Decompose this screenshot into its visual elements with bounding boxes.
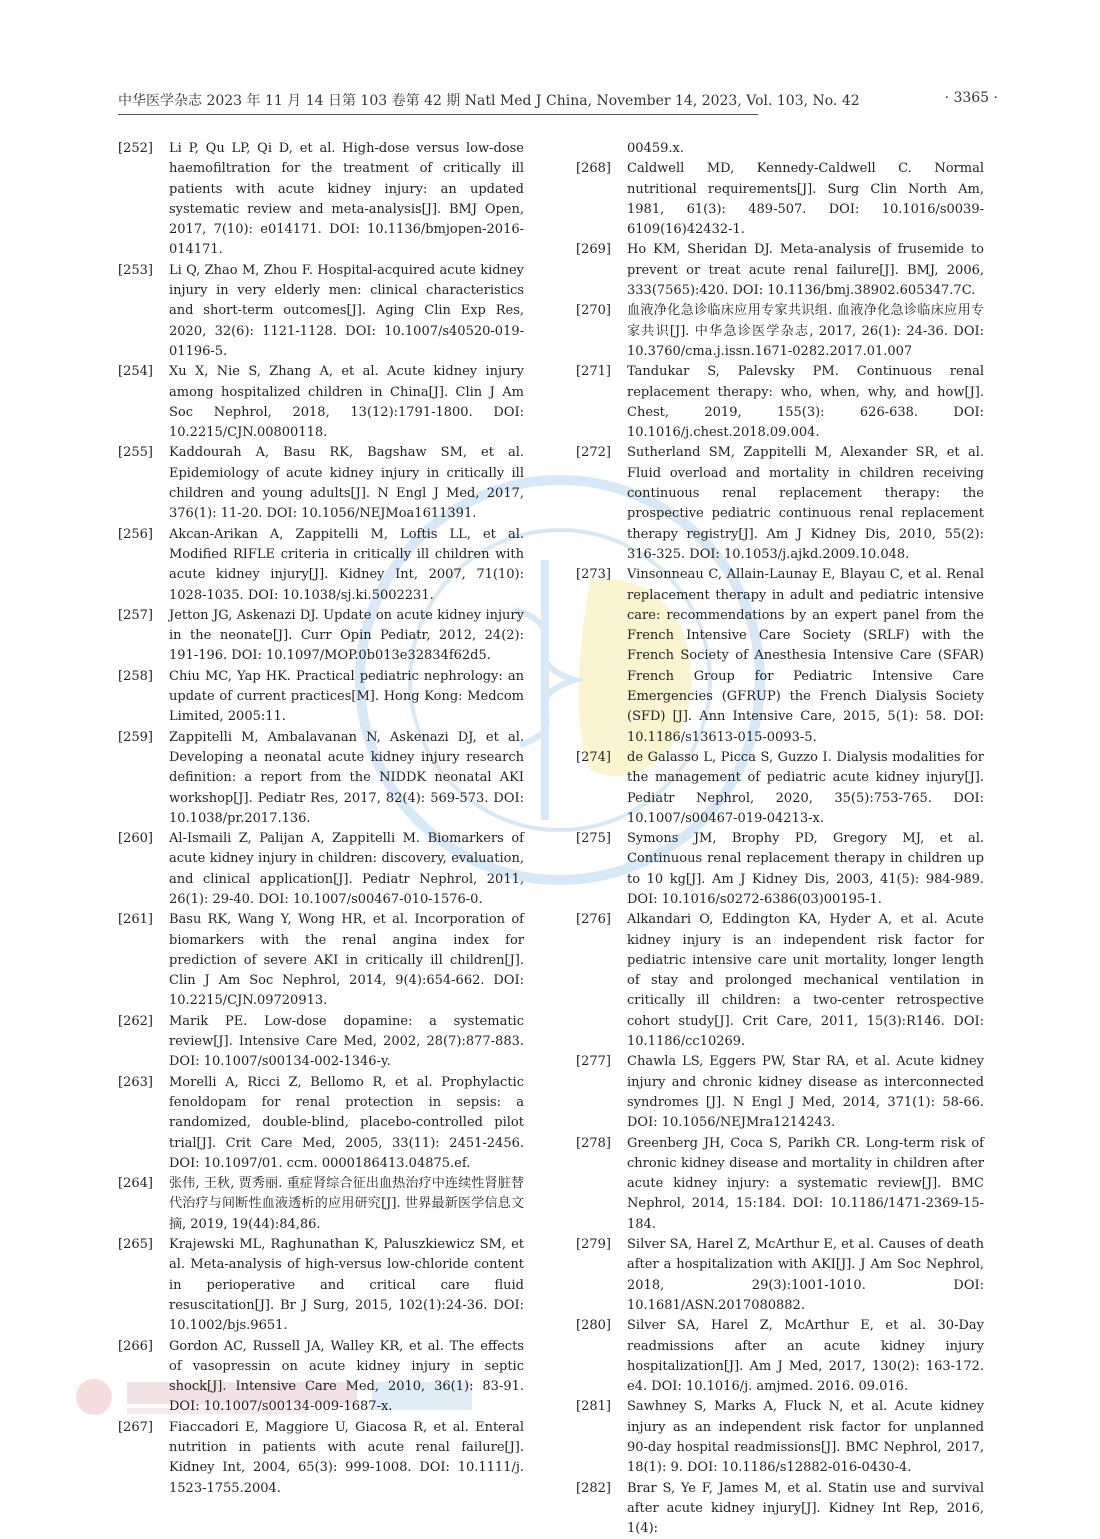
reference-item (118, 829, 524, 910)
reference-text: Silver SA, Harel Z, McArthur E, et al. Causes of death after a hospitalization with AKI[J]. J Am Soc Nephrol, 2018, 29(3):1001-1010. DOI: 10.1681/ASN.2017080882. (627, 1237, 984, 1313)
reference-number: [257] (118, 607, 153, 623)
reference-item (118, 443, 524, 524)
reference-item (576, 565, 984, 748)
reference-text: Al-Ismaili Z, Palijan A, Zappitelli M. Biomarkers of acute kidney injury in children: discovery, evaluation, and clinical application[J]. Pediatr Nephrol, 2011, 26(1): 29-40. DOI: 10.1007/s00467-010-1576-0. (169, 831, 524, 907)
reference-item (576, 1052, 984, 1133)
reference-text: Fiaccadori E, Maggiore U, Giacosa R, et al. Enteral nutrition in patients with acute renal failure[J]. Kidney Int, 2004, 65(3): 999-1008. DOI: 10.1111/j. 1523-1755.2004. (169, 1419, 524, 1496)
reference-item (118, 667, 524, 728)
reference-item (576, 301, 984, 362)
reference-number: [266] (118, 1338, 153, 1354)
reference-item (118, 910, 524, 1011)
reference-text: Alkandari O, Eddington KA, Hyder A, et al. Acute kidney injury is an independent risk factor for pediatric intensive care unit mortality, longer length of stay and prolonged mechanical ventilation in critically ill children: a two-center retrospective cohort study[J]. Crit Care, 2011, 15(3):R146. DOI: 10.1186/cc10269. (627, 912, 984, 1050)
page-number: · 3365 · (944, 90, 998, 106)
reference-item (118, 1337, 524, 1418)
reference-item (118, 1418, 524, 1499)
reference-number: [262] (118, 1013, 153, 1029)
reference-number: [280] (576, 1318, 611, 1334)
reference-item (576, 910, 984, 1052)
reference-number: [260] (118, 831, 153, 847)
reference-item (576, 1479, 984, 1539)
reference-text: Basu RK, Wang Y, Wong HR, et al. Incorporation of biomarkers with the renal angina index for prediction of severe AKI in critically ill children[J]. Clin J Am Soc Nephrol, 2014, 9(4):654-662. DOI: 10.2215/CJN.09720913. (169, 912, 524, 1009)
reference-text: Li P, Qu LP, Qi D, et al. High-dose versus low-dose haemofiltration for the treatment of critically ill patients with acute kidney injury: an updated systematic review and meta-analysis[J]. BMJ Open, 2017, 7(10): e014171. DOI: 10.1136/bmjopen-2016-014171. (169, 141, 524, 258)
reference-item (118, 1012, 524, 1073)
reference-text: de Galasso L, Picca S, Guzzo I. Dialysis modalities for the management of pediatric acute kidney injury[J]. Pediatr Nephrol, 2020, 35(5):753-765. DOI: 10.1007/s00467-019-04213-x. (627, 749, 984, 826)
reference-text: Tandukar S, Palevsky PM. Continuous renal replacement therapy: who, when, why, and how[J]. Chest, 2019, 155(3): 626-638. DOI: 10.1016/j.chest.2018.09.004. (627, 364, 984, 441)
reference-text: Kaddourah A, Basu RK, Bagshaw SM, et al. Epidemiology of acute kidney injury in critically ill children and young adults[J]. N Engl J Med, 2017, 376(1): 11-20. DOI: 10.1056/NEJMoa1611391. (169, 445, 524, 522)
reference-number: [255] (118, 445, 153, 461)
reference-item (576, 1235, 984, 1316)
reference-item (118, 1073, 524, 1174)
reference-number: [269] (576, 242, 611, 258)
reference-text: Chawla LS, Eggers PW, Star RA, et al. Acute kidney injury and chronic kidney disease as interconnected syndromes [J]. N Engl J Med, 2014, 371(1): 58-66. DOI: 10.1056/NEJMra1214243. (627, 1054, 984, 1131)
reference-text: Greenberg JH, Coca S, Parikh CR. Long-term risk of chronic kidney disease and mortality in children after acute kidney injury: a systematic review[J]. BMC Nephrol, 2014, 15:184. DOI: 10.1186/1471-2369-15-184. (627, 1135, 984, 1232)
reference-text: Gordon AC, Russell JA, Walley KR, et al. The effects of vasopressin on acute kidney injury in septic shock[J]. Intensive Care Med, 2010, 36(1): 83-91. DOI: 10.1007/s00134-009-1687-x. (169, 1338, 524, 1415)
reference-item (576, 829, 984, 910)
running-header (118, 86, 998, 112)
reference-item (576, 1134, 984, 1235)
header-rule (118, 114, 758, 115)
reference-item (576, 748, 984, 829)
reference-text: Vinsonneau C, Allain-Launay E, Blayau C, et al. Renal replacement therapy in adult and pediatric intensive care: recommendations by an expert panel from the French Intensive Care Society (SRLF) with the French Society of Anesthesia Intensive Care (SFAR) French Group for Pediatric Intensive Care Emergencies (GFRUP) the French Dialysis Society (SFD) [J]. Ann Intensive Care, 2015, 5(1): 58. DOI: 10.1186/s13613-015-0093-5. (627, 567, 984, 745)
reference-item (118, 606, 524, 667)
reference-number: [258] (118, 668, 153, 684)
reference-continuation (576, 139, 984, 159)
reference-item (576, 443, 984, 565)
reference-item (576, 362, 984, 443)
reference-text: Caldwell MD, Kennedy-Caldwell C. Normal nutritional requirements[J]. Surg Clin North Am, 1981, 61(3): 489-507. DOI: 10.1016/s0039-6109(16)42432-1. (627, 161, 984, 238)
reference-number: [265] (118, 1237, 153, 1253)
reference-item (118, 261, 524, 362)
reference-text: Symons JM, Brophy PD, Gregory MJ, et al. Continuous renal replacement therapy in children up to 10 kg[J]. Am J Kidney Dis, 2003, 41(5): 984-989. DOI: 10.1016/s0272-6386(03)00195-1. (627, 831, 984, 907)
reference-number: [271] (576, 364, 611, 380)
reference-text: Silver SA, Harel Z, McArthur E, et al. 30-Day readmissions after an acute kidney injury hospitalization[J]. Am J Med, 2017, 130(2): 163-172. e4. DOI: 10.1016/j. amjmed. 2016. 09.016. (627, 1318, 984, 1395)
reference-text: Morelli A, Ricci Z, Bellomo R, et al. Prophylactic fenoldopam for renal protection in sepsis: a randomized, double-blind, placebo-controlled pilot trial[J]. Crit Care Med, 2005, 33(11): 2451-2456. DOI: 10.1097/01. ccm. 0000186413.04875.ef. (169, 1074, 524, 1171)
reference-text: Krajewski ML, Raghunathan K, Paluszkiewicz SM, et al. Meta-analysis of high-versus low-chloride content in perioperative and critical care fluid resuscitation[J]. Br J Surg, 2015, 102(1):24-36. DOI: 10.1002/bjs.9651. (169, 1237, 524, 1334)
reference-number: [252] (118, 141, 153, 156)
reference-item (576, 1316, 984, 1397)
reference-text: Sawhney S, Marks A, Fluck N, et al. Acute kidney injury as an independent risk factor for unplanned 90-day hospital readmissions[J]. BMC Nephrol, 2017, 18(1): 9. DOI: 10.1186/s12882-016-0430-4. (627, 1399, 984, 1476)
reference-item (118, 1174, 524, 1235)
reference-text: Marik PE. Low-dose dopamine: a systematic review[J]. Intensive Care Med, 2002, 28(7):877-883. DOI: 10.1007/s00134-002-1346-y. (169, 1013, 524, 1070)
reference-number: [282] (576, 1480, 611, 1496)
reference-number: [254] (118, 364, 153, 380)
reference-number: [272] (576, 445, 611, 461)
reference-text: Xu X, Nie S, Zhang A, et al. Acute kidney injury among hospitalized children in China[J]. Clin J Am Soc Nephrol, 2018, 13(12):1791-1800. DOI: 10.2215/CJN.00800118. (169, 364, 524, 441)
journal-citation: 中华医学杂志 2023 年 11 月 14 日第 103 卷第 42 期 Natl Med J China, November 14, 2023, Vol. 103, No. 42 (118, 93, 860, 109)
reference-number: [279] (576, 1237, 611, 1253)
reference-number: [277] (576, 1054, 611, 1070)
reference-number: [276] (576, 912, 611, 928)
reference-number: [261] (118, 912, 153, 928)
reference-text: 血液净化急诊临床应用专家共识组. 血液净化急诊临床应用专家共识[J]. 中华急诊医学杂志, 2017, 26(1): 24-36. DOI: 10.3760/cma.j.issn.1671-0282.2017.01.007 (627, 303, 984, 359)
reference-number: [268] (576, 161, 611, 177)
reference-text: Brar S, Ye F, James M, et al. Statin use and survival after acute kidney injury[J]. Kidney Int Rep, 2016, 1(4): (627, 1480, 984, 1537)
reference-item (118, 139, 524, 261)
reference-item (576, 159, 984, 240)
reference-text: Akcan-Arikan A, Zappitelli M, Loftis LL, et al. Modified RIFLE criteria in critically ill children with acute kidney injury[J]. Kidney Int, 2007, 71(10): 1028-1035. DOI: 10.1038/sj.ki.5002231. (169, 526, 524, 603)
reference-text: Sutherland SM, Zappitelli M, Alexander SR, et al. Fluid overload and mortality in children receiving continuous renal replacement therapy: the prospective pediatric continuous renal replacement therapy registry[J]. Am J Kidney Dis, 2010, 55(2): 316-325. DOI: 10.1053/j.ajkd.2009.10.048. (627, 445, 984, 562)
reference-number: [253] (118, 262, 153, 278)
reference-number: [264] (118, 1176, 153, 1192)
reference-text: Zappitelli M, Ambalavanan N, Askenazi DJ, et al. Developing a neonatal acute kidney injury research definition: a report from the NIDDK neonatal AKI workshop[J]. Pediatr Res, 2017, 82(4): 569-573. DOI: 10.1038/pr.2017.136. (169, 729, 524, 826)
reference-text: 张伟, 王秋, 贾秀丽. 重症肾综合征出血热治疗中连续性肾脏替代治疗与间断性血液透析的应用研究[J]. 世界最新医学信息文摘, 2019, 19(44):84,86. (169, 1176, 524, 1232)
reference-number: [256] (118, 526, 153, 542)
reference-number: [273] (576, 567, 611, 583)
reference-number: [281] (576, 1399, 611, 1415)
reference-text: Ho KM, Sheridan DJ. Meta-analysis of frusemide to prevent or treat acute renal failure[J]. BMJ, 2006, 333(7565):420. DOI: 10.1136/bmj.38902.605347.7C. (627, 242, 984, 299)
reference-item (118, 525, 524, 606)
reference-number: [259] (118, 729, 153, 745)
reference-text: Jetton JG, Askenazi DJ. Update on acute kidney injury in the neonate[J]. Curr Opin Pediatr, 2012, 24(2): 191-196. DOI: 10.1097/MOP.0b013e32834f62d5. (169, 607, 524, 664)
reference-number: [270] (576, 303, 611, 319)
reference-number: [278] (576, 1135, 611, 1151)
reference-item (118, 1235, 524, 1336)
right-column (576, 139, 984, 1539)
reference-item (118, 362, 524, 443)
reference-item (576, 240, 984, 301)
reference-number: [274] (576, 749, 611, 765)
reference-number: [275] (576, 831, 611, 847)
reference-item (576, 1397, 984, 1478)
reference-number: [267] (118, 1419, 153, 1435)
reference-text: Li Q, Zhao M, Zhou F. Hospital-acquired acute kidney injury in very elderly men: clinical characteristics and short-term outcomes[J]. Aging Clin Exp Res, 2020, 32(6): 1121-1128. DOI: 10.1007/s40520-019-01196-5. (169, 262, 524, 359)
reference-text: 00459.x. (627, 141, 684, 156)
reference-number: [263] (118, 1074, 153, 1090)
reference-text: Chiu MC, Yap HK. Practical pediatric nephrology: an update of current practices[M]. Hong Kong: Medcom Limited, 2005:11. (169, 668, 524, 725)
reference-item (118, 728, 524, 829)
left-column (118, 139, 524, 1499)
